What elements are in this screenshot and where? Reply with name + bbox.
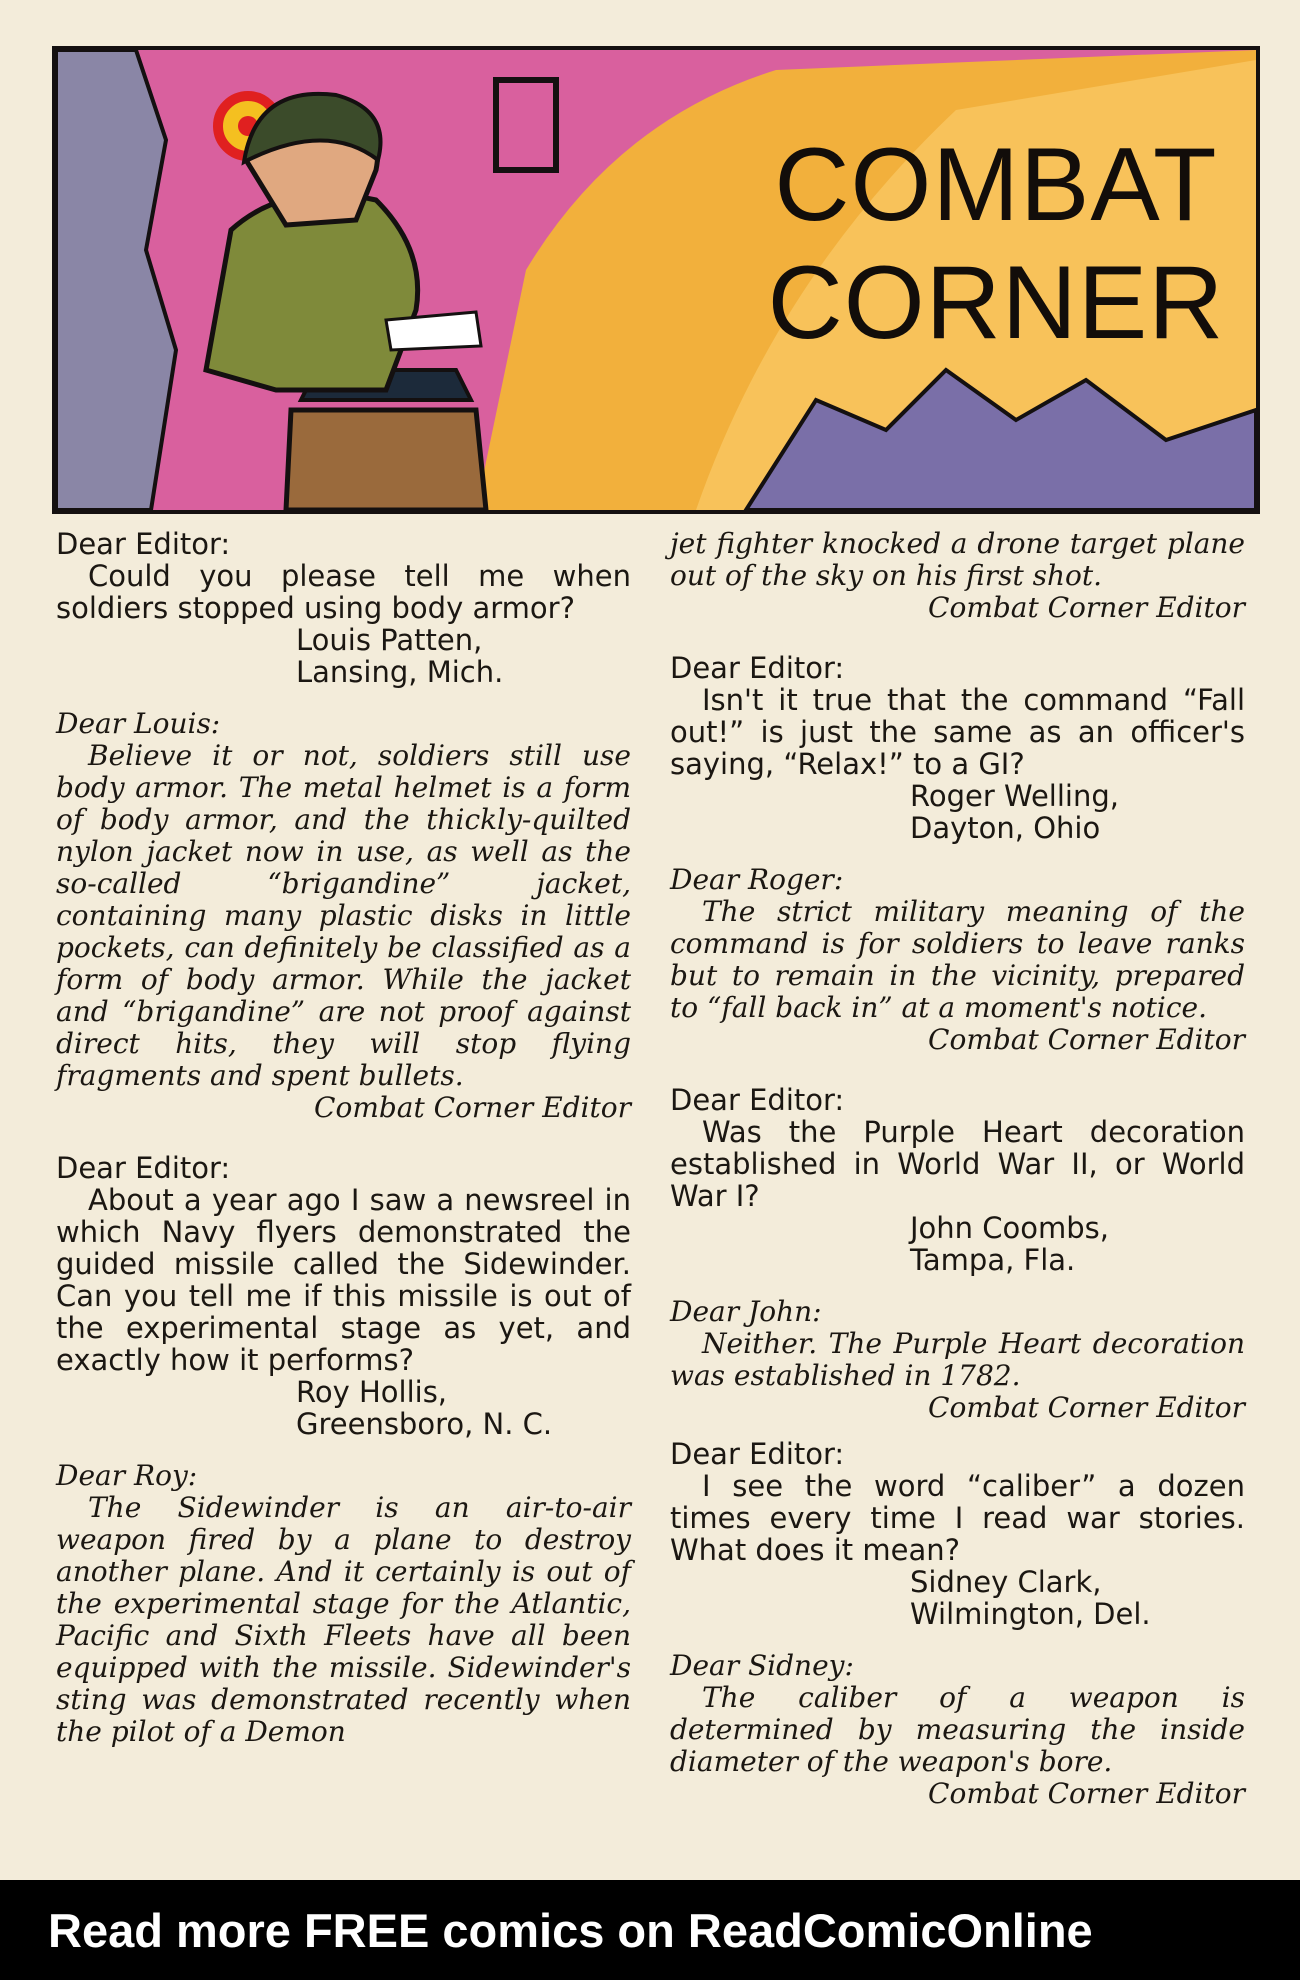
question: About a year ago I saw a newsreel in which Navy flyers demonstrated the guided missile called the Sidewinder. Can you tell me if this missile is out of the experimental stage as yet, and exactly how it performs? <box>56 1183 631 1377</box>
right-column <box>670 528 1245 1810</box>
editor-signoff: Combat Corner Editor <box>928 591 1245 624</box>
salutation: Dear Editor: <box>670 1083 845 1117</box>
signer-place: Greensboro, N. C. <box>296 1407 553 1441</box>
salutation: Dear Editor: <box>670 1437 845 1471</box>
reply-salutation: Dear John: <box>670 1295 822 1328</box>
signer-place: Lansing, Mich. <box>296 655 504 689</box>
editor-signoff: Combat Corner Editor <box>928 1391 1245 1424</box>
signer-place: Tampa, Fla. <box>910 1243 1076 1277</box>
answer: Believe it or not, soldiers still use body armor. The metal helmet is a form of body armor, and the thickly-quilted nylon jacket now in use, as well as the so-called “brigandine” jacket, containing many plastic disks in little pockets, can definitely be classified as a form of body armor. While the jacket and “brigandine” are not proof against direct hits, they will stop flying fragments and spent bullets. <box>56 739 631 1092</box>
answer: The strict military meaning of the command is for soldiers to leave ranks but to remain in the vicinity, prepared to “fall back in” at a moment's notice. <box>670 895 1245 1024</box>
signer-name: Louis Patten, <box>296 623 483 657</box>
answer: The Sidewinder is an air-to-air weapon fired by a plane to destroy another plane. And it certainly is out of the experimental stage for the Atlantic, Pacific and Sixth Fleets have all been equipped with the missile. Sidewinder's sting was demonstrated recently when the pilot of a Demon <box>56 1491 631 1748</box>
answer-continuation: jet fighter knocked a drone target plane out of the sky on his first shot. <box>670 527 1245 592</box>
reply-salutation: Dear Louis: <box>56 707 221 740</box>
signer-name: Sidney Clark, <box>910 1565 1102 1599</box>
editor-signoff: Combat Corner Editor <box>928 1777 1245 1810</box>
title-line-2: CORNER <box>767 245 1225 361</box>
reply-salutation: Dear Sidney: <box>670 1649 854 1682</box>
salutation: Dear Editor: <box>670 651 845 685</box>
signer-name: John Coombs, <box>910 1211 1109 1245</box>
editor-signoff: Combat Corner Editor <box>928 1023 1245 1056</box>
title-line-1: COMBAT <box>774 127 1218 243</box>
reply-salutation: Dear Roger: <box>670 863 844 896</box>
promo-link-text[interactable]: Read more FREE comics on ReadComicOnline <box>48 1903 1093 1957</box>
question: Could you please tell me when soldiers stopped using body armor? <box>56 559 631 625</box>
question: I see the word “caliber” a dozen times every time I read war stories. What does it mean? <box>670 1469 1245 1567</box>
left-column <box>56 528 631 1748</box>
header-panel <box>52 46 1260 514</box>
salutation: Dear Editor: <box>56 1151 231 1185</box>
signer-place: Dayton, Ohio <box>910 811 1101 845</box>
answer: Neither. The Purple Heart decoration was established in 1782. <box>670 1327 1245 1392</box>
promo-footer-bar <box>0 1880 1300 1980</box>
signer-name: Roger Welling, <box>910 779 1119 813</box>
panel-title <box>746 126 1246 362</box>
question: Was the Purple Heart decoration established in World War II, or World War I? <box>670 1115 1245 1213</box>
signer-place: Wilmington, Del. <box>910 1597 1151 1631</box>
answer: The caliber of a weapon is determined by measuring the inside diameter of the weapon's bore. <box>670 1681 1245 1778</box>
salutation: Dear Editor: <box>56 527 231 561</box>
reply-salutation: Dear Roy: <box>56 1459 198 1492</box>
question: Isn't it true that the command “Fall out!” is just the same as an officer's saying, “Relax!” to a GI? <box>670 683 1245 781</box>
editor-signoff: Combat Corner Editor <box>314 1091 631 1124</box>
signer-name: Roy Hollis, <box>296 1375 448 1409</box>
